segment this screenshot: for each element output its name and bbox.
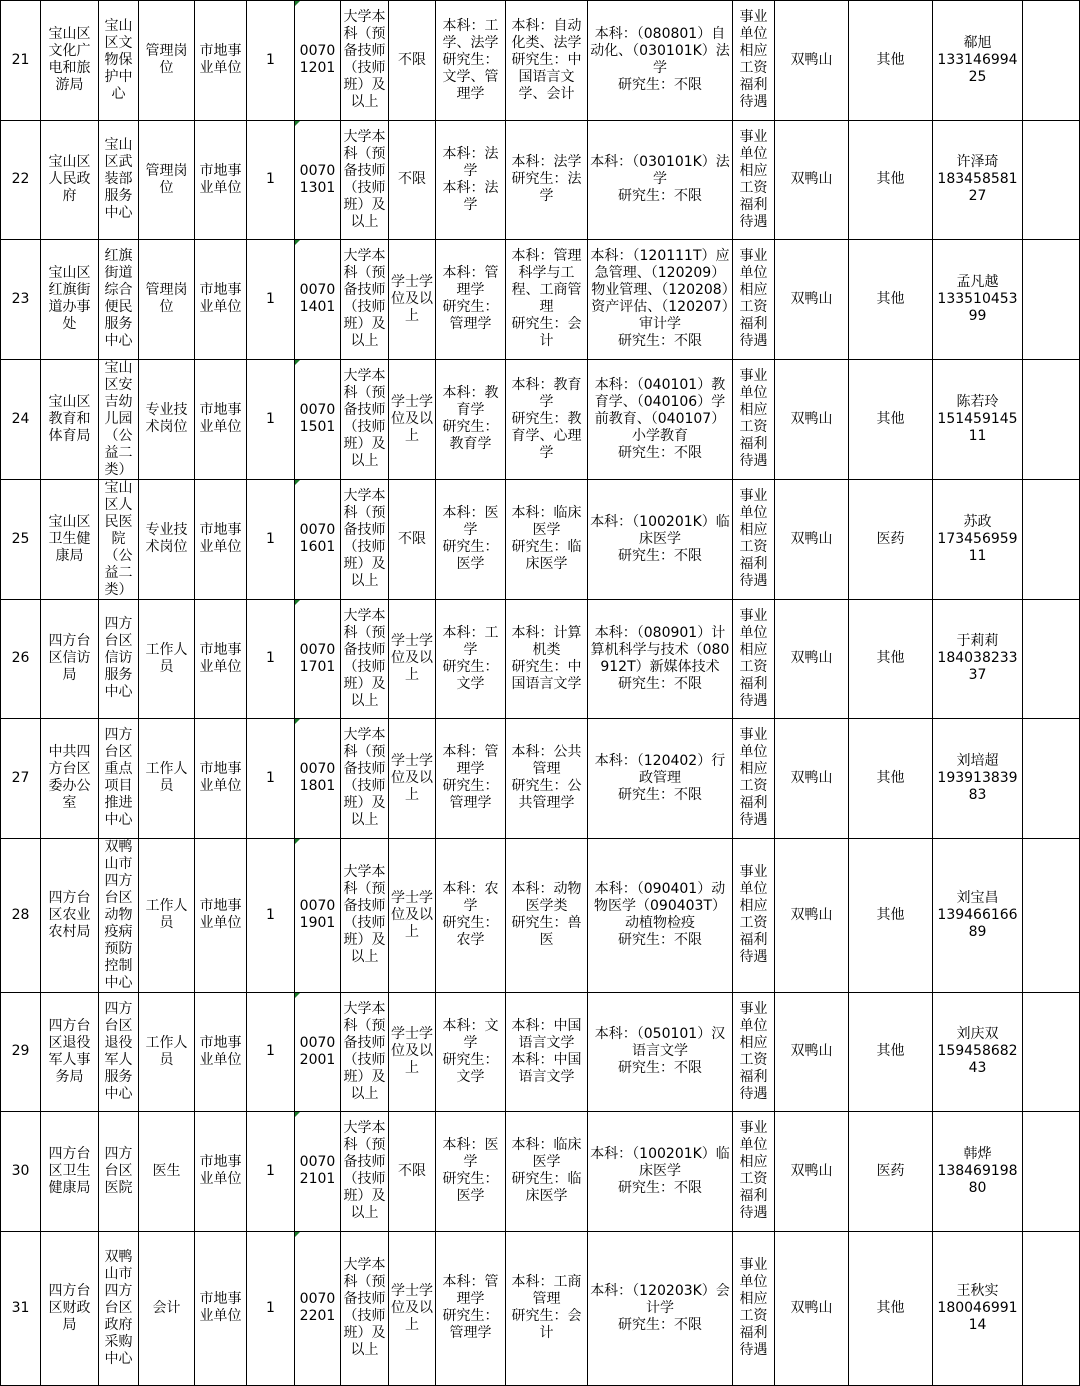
blank-cell — [1023, 240, 1080, 360]
blank-cell — [1023, 838, 1080, 992]
employer-unit: 四方台区医院 — [99, 1112, 139, 1232]
post-type: 会计 — [139, 1231, 195, 1385]
major-requirement: 本科：（120111T）应急管理、（120209）物业管理、（120208）资产评估、（120207）审计学 研究生：不限 — [588, 240, 733, 360]
department-name: 宝山区卫生健康局 — [41, 479, 99, 599]
post-type: 医生 — [139, 1112, 195, 1232]
contact-person: 刘庆双 15945868243 — [933, 992, 1023, 1112]
row-number: 23 — [1, 240, 41, 360]
degree-requirement: 学士学位及以上 — [389, 240, 436, 360]
department-name: 宝山区教育和体育局 — [41, 359, 99, 479]
education-requirement: 大学本科（预备技师（技师班）及以上 — [341, 240, 389, 360]
department-name: 四方台区卫生健康局 — [41, 1112, 99, 1232]
salary-benefits: 事业单位相应工资福利待遇 — [733, 479, 775, 599]
hire-count: 1 — [247, 838, 295, 992]
table-row — [1, 599, 1080, 719]
blank-cell — [1023, 1231, 1080, 1385]
post-code: 00701601 — [295, 479, 341, 599]
degree-requirement: 不限 — [389, 120, 436, 240]
major-class: 本科：自动化类、法学 研究生：中国语言文学、会计 — [506, 1, 588, 121]
table-row — [1, 1, 1080, 121]
employer-unit: 宝山区武装部服务中心 — [99, 120, 139, 240]
row-number: 29 — [1, 992, 41, 1112]
hire-count: 1 — [247, 120, 295, 240]
blank-cell — [1023, 359, 1080, 479]
degree-requirement: 学士学位及以上 — [389, 838, 436, 992]
exam-category: 其他 — [849, 599, 933, 719]
employer-unit: 四方台区退役军人服务中心 — [99, 992, 139, 1112]
exam-category: 其他 — [849, 359, 933, 479]
unit-nature: 市地事业单位 — [195, 240, 247, 360]
education-requirement: 大学本科（预备技师（技师班）及以上 — [341, 1112, 389, 1232]
contact-person: 许泽琦 18345858127 — [933, 120, 1023, 240]
table-row — [1, 1112, 1080, 1232]
hire-count: 1 — [247, 359, 295, 479]
post-code: 00702201 — [295, 1231, 341, 1385]
post-type: 管理岗位 — [139, 120, 195, 240]
major-requirement: 本科：（120402）行政管理 研究生：不限 — [588, 719, 733, 839]
post-type: 工作人员 — [139, 599, 195, 719]
major-class: 本科：教育学 研究生：教育学、心理学 — [506, 359, 588, 479]
hire-count: 1 — [247, 1231, 295, 1385]
blank-cell — [1023, 719, 1080, 839]
post-type: 工作人员 — [139, 838, 195, 992]
department-name: 四方台区信访局 — [41, 599, 99, 719]
major-requirement: 本科：（030101K）法学 研究生：不限 — [588, 120, 733, 240]
unit-nature: 市地事业单位 — [195, 838, 247, 992]
major-requirement: 本科：（040101）教育学、（040106）学前教育、（040107）小学教育 研究生：不限 — [588, 359, 733, 479]
table-row — [1, 1231, 1080, 1385]
degree-requirement: 不限 — [389, 1, 436, 121]
exam-category: 其他 — [849, 120, 933, 240]
major-category: 本科：医学 研究生：医学 — [436, 1112, 506, 1232]
employer-unit: 双鸭山市四方台区动物疫病预防控制中心 — [99, 838, 139, 992]
exam-category: 其他 — [849, 992, 933, 1112]
major-category: 本科：医学 研究生：医学 — [436, 479, 506, 599]
education-requirement: 大学本科（预备技师（技师班）及以上 — [341, 359, 389, 479]
contact-person: 苏政 17345695911 — [933, 479, 1023, 599]
blank-cell — [1023, 479, 1080, 599]
hire-count: 1 — [247, 240, 295, 360]
hire-count: 1 — [247, 1, 295, 121]
contact-person: 陈若玲 15145914511 — [933, 359, 1023, 479]
work-location: 双鸭山 — [775, 120, 849, 240]
salary-benefits: 事业单位相应工资福利待遇 — [733, 1112, 775, 1232]
row-number: 24 — [1, 359, 41, 479]
major-class: 本科：临床医学 研究生：临床医学 — [506, 479, 588, 599]
major-requirement: 本科：（050101）汉语言文学 研究生：不限 — [588, 992, 733, 1112]
exam-category: 医药 — [849, 479, 933, 599]
major-class: 本科：管理科学与工程、工商管理 研究生：会计 — [506, 240, 588, 360]
degree-requirement: 学士学位及以上 — [389, 1231, 436, 1385]
major-requirement: 本科：（090401）动物医学（090403T）动植物检疫 研究生：不限 — [588, 838, 733, 992]
degree-requirement: 不限 — [389, 1112, 436, 1232]
unit-nature: 市地事业单位 — [195, 1, 247, 121]
post-code: 00702101 — [295, 1112, 341, 1232]
unit-nature: 市地事业单位 — [195, 1112, 247, 1232]
department-name: 宝山区人民政府 — [41, 120, 99, 240]
major-requirement: 本科：（120203K）会计学 研究生：不限 — [588, 1231, 733, 1385]
post-code: 00701301 — [295, 120, 341, 240]
salary-benefits: 事业单位相应工资福利待遇 — [733, 599, 775, 719]
row-number: 28 — [1, 838, 41, 992]
post-code: 00702001 — [295, 992, 341, 1112]
exam-category: 其他 — [849, 719, 933, 839]
row-number: 30 — [1, 1112, 41, 1232]
major-requirement: 本科：（100201K）临床医学 研究生：不限 — [588, 1112, 733, 1232]
salary-benefits: 事业单位相应工资福利待遇 — [733, 1231, 775, 1385]
employer-unit: 四方台区信访服务中心 — [99, 599, 139, 719]
row-number: 26 — [1, 599, 41, 719]
exam-category: 其他 — [849, 838, 933, 992]
employer-unit: 双鸭山市四方台区政府采购中心 — [99, 1231, 139, 1385]
hire-count: 1 — [247, 599, 295, 719]
education-requirement: 大学本科（预备技师（技师班）及以上 — [341, 1231, 389, 1385]
major-class: 本科：法学 研究生：法学 — [506, 120, 588, 240]
post-code: 00701201 — [295, 1, 341, 121]
salary-benefits: 事业单位相应工资福利待遇 — [733, 992, 775, 1112]
employer-unit: 红旗街道综合便民服务中心 — [99, 240, 139, 360]
post-type: 管理岗位 — [139, 240, 195, 360]
table-row — [1, 719, 1080, 839]
work-location: 双鸭山 — [775, 1231, 849, 1385]
exam-category: 其他 — [849, 1, 933, 121]
post-code: 00701501 — [295, 359, 341, 479]
table-row — [1, 838, 1080, 992]
major-class: 本科：工商管理 研究生：会计 — [506, 1231, 588, 1385]
post-code: 00701901 — [295, 838, 341, 992]
post-type: 专业技术岗位 — [139, 479, 195, 599]
blank-cell — [1023, 1112, 1080, 1232]
hire-count: 1 — [247, 479, 295, 599]
major-class: 本科：计算机类 研究生：中国语言文学 — [506, 599, 588, 719]
major-class: 本科：动物医学类 研究生：兽医 — [506, 838, 588, 992]
exam-category: 其他 — [849, 1231, 933, 1385]
employer-unit: 宝山区文物保护中心 — [99, 1, 139, 121]
major-category: 本科：管理学 研究生：管理学 — [436, 719, 506, 839]
table-row — [1, 992, 1080, 1112]
salary-benefits: 事业单位相应工资福利待遇 — [733, 120, 775, 240]
blank-cell — [1023, 1, 1080, 121]
post-code: 00701401 — [295, 240, 341, 360]
post-type: 专业技术岗位 — [139, 359, 195, 479]
department-name: 四方台区财政局 — [41, 1231, 99, 1385]
salary-benefits: 事业单位相应工资福利待遇 — [733, 359, 775, 479]
degree-requirement: 学士学位及以上 — [389, 719, 436, 839]
post-type: 工作人员 — [139, 719, 195, 839]
major-category: 本科：文学 研究生：文学 — [436, 992, 506, 1112]
major-class: 本科：公共管理 研究生：公共管理学 — [506, 719, 588, 839]
row-number: 31 — [1, 1231, 41, 1385]
post-code: 00701801 — [295, 719, 341, 839]
unit-nature: 市地事业单位 — [195, 359, 247, 479]
major-category: 本科：法学 本科：法学 — [436, 120, 506, 240]
contact-person: 孟凡越 13351045399 — [933, 240, 1023, 360]
department-name: 四方台区退役军人事务局 — [41, 992, 99, 1112]
hire-count: 1 — [247, 1112, 295, 1232]
major-category: 本科：农学 研究生：农学 — [436, 838, 506, 992]
table-row — [1, 479, 1080, 599]
contact-person: 郗旭 13314699425 — [933, 1, 1023, 121]
employer-unit: 宝山区人民医院（公益二类） — [99, 479, 139, 599]
work-location: 双鸭山 — [775, 992, 849, 1112]
salary-benefits: 事业单位相应工资福利待遇 — [733, 838, 775, 992]
blank-cell — [1023, 992, 1080, 1112]
contact-person: 于莉莉 18403823337 — [933, 599, 1023, 719]
employer-unit: 宝山区安吉幼儿园（公益二类） — [99, 359, 139, 479]
post-code: 00701701 — [295, 599, 341, 719]
row-number: 22 — [1, 120, 41, 240]
major-requirement: 本科：（080801）自动化、（030101K）法学 研究生：不限 — [588, 1, 733, 121]
contact-person: 刘培超 19391383983 — [933, 719, 1023, 839]
department-name: 宝山区文化广电和旅游局 — [41, 1, 99, 121]
major-requirement: 本科：（100201K）临床医学 研究生：不限 — [588, 479, 733, 599]
work-location: 双鸭山 — [775, 240, 849, 360]
salary-benefits: 事业单位相应工资福利待遇 — [733, 1, 775, 121]
work-location: 双鸭山 — [775, 719, 849, 839]
exam-category: 其他 — [849, 240, 933, 360]
contact-person: 王秋实 18004699114 — [933, 1231, 1023, 1385]
major-category: 本科：工学、法学 研究生：文学、管理学 — [436, 1, 506, 121]
major-requirement: 本科：（080901）计算机科学与技术（080912T）新媒体技术 研究生：不限 — [588, 599, 733, 719]
major-class: 本科：中国语言文学 本科：中国语言文学 — [506, 992, 588, 1112]
table-body — [1, 1, 1080, 1386]
exam-category: 医药 — [849, 1112, 933, 1232]
education-requirement: 大学本科（预备技师（技师班）及以上 — [341, 719, 389, 839]
work-location: 双鸭山 — [775, 479, 849, 599]
department-name: 四方台区农业农村局 — [41, 838, 99, 992]
education-requirement: 大学本科（预备技师（技师班）及以上 — [341, 1, 389, 121]
education-requirement: 大学本科（预备技师（技师班）及以上 — [341, 599, 389, 719]
work-location: 双鸭山 — [775, 1, 849, 121]
blank-cell — [1023, 599, 1080, 719]
education-requirement: 大学本科（预备技师（技师班）及以上 — [341, 838, 389, 992]
major-class: 本科：临床医学 研究生：临床医学 — [506, 1112, 588, 1232]
education-requirement: 大学本科（预备技师（技师班）及以上 — [341, 479, 389, 599]
employer-unit: 四方台区重点项目推进中心 — [99, 719, 139, 839]
unit-nature: 市地事业单位 — [195, 599, 247, 719]
row-number: 27 — [1, 719, 41, 839]
department-name: 宝山区红旗街道办事处 — [41, 240, 99, 360]
post-type: 工作人员 — [139, 992, 195, 1112]
salary-benefits: 事业单位相应工资福利待遇 — [733, 719, 775, 839]
unit-nature: 市地事业单位 — [195, 1231, 247, 1385]
work-location: 双鸭山 — [775, 838, 849, 992]
department-name: 中共四方台区委办公室 — [41, 719, 99, 839]
post-type: 管理岗位 — [139, 1, 195, 121]
salary-benefits: 事业单位相应工资福利待遇 — [733, 240, 775, 360]
major-category: 本科：管理学 研究生：管理学 — [436, 240, 506, 360]
major-category: 本科：管理学 研究生：管理学 — [436, 1231, 506, 1385]
degree-requirement: 学士学位及以上 — [389, 599, 436, 719]
work-location: 双鸭山 — [775, 359, 849, 479]
degree-requirement: 不限 — [389, 479, 436, 599]
table-row — [1, 240, 1080, 360]
contact-person: 韩烨 13846919880 — [933, 1112, 1023, 1232]
major-category: 本科：教育学 研究生：教育学 — [436, 359, 506, 479]
education-requirement: 大学本科（预备技师（技师班）及以上 — [341, 992, 389, 1112]
unit-nature: 市地事业单位 — [195, 719, 247, 839]
row-number: 25 — [1, 479, 41, 599]
degree-requirement: 学士学位及以上 — [389, 992, 436, 1112]
contact-person: 刘宝昌 13946616689 — [933, 838, 1023, 992]
unit-nature: 市地事业单位 — [195, 479, 247, 599]
row-number: 21 — [1, 1, 41, 121]
work-location: 双鸭山 — [775, 599, 849, 719]
table-row — [1, 120, 1080, 240]
education-requirement: 大学本科（预备技师（技师班）及以上 — [341, 120, 389, 240]
unit-nature: 市地事业单位 — [195, 120, 247, 240]
table-row — [1, 359, 1080, 479]
hire-count: 1 — [247, 719, 295, 839]
blank-cell — [1023, 120, 1080, 240]
work-location: 双鸭山 — [775, 1112, 849, 1232]
unit-nature: 市地事业单位 — [195, 992, 247, 1112]
degree-requirement: 学士学位及以上 — [389, 359, 436, 479]
hire-count: 1 — [247, 992, 295, 1112]
major-category: 本科：工学 研究生：文学 — [436, 599, 506, 719]
